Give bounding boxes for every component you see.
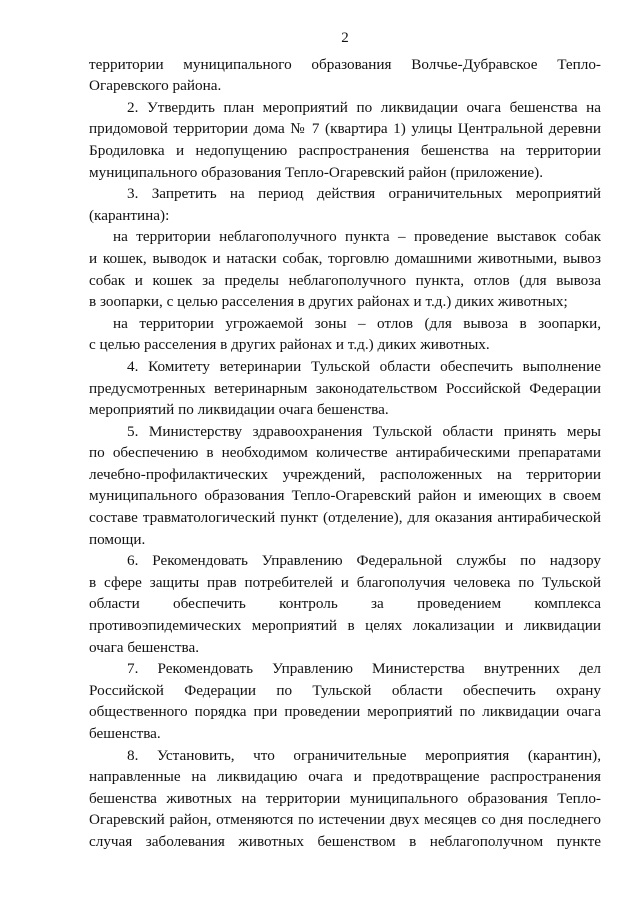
- text-line: составе травматологический пункт (отделение), для оказания антирабической: [89, 509, 601, 527]
- text-line: муниципального образования Тепло-Огаревский район и имеющих в своем: [89, 487, 601, 505]
- text-line: общественного порядка при проведении мероприятий по ликвидации очага: [89, 703, 601, 721]
- text-line: бешенства.: [89, 725, 161, 742]
- document-body: [89, 54, 601, 853]
- text-line: направленные на ликвидацию очага и предотвращение распространения: [89, 768, 601, 786]
- text-line: лечебно-профилактических учреждений, расположенных на территории: [89, 465, 601, 483]
- text-line: 6. Рекомендовать Управлению Федеральной службы по надзору: [127, 552, 601, 570]
- text-line: 2. Утвердить план мероприятий по ликвидации очага бешенства на: [127, 98, 601, 116]
- paragraph: [89, 97, 601, 183]
- text-line: случая заболевания животных бешенством в неблагополучном пункте: [89, 832, 601, 850]
- paragraph: [89, 356, 601, 421]
- text-line: на территории угрожаемой зоны – отлов (для вывоза в зоопарки,: [113, 314, 601, 332]
- paragraph: [89, 183, 601, 226]
- text-line: собак и кошек за пределы неблагополучного пункта, отлов (для вывоза: [89, 271, 601, 289]
- text-line: Огаревский район, отменяются по истечении двух месяцев со дня последнего: [89, 811, 601, 829]
- page-number: 2: [341, 30, 349, 46]
- text-line: с целью расселения в других районах и т.д.) диких животных.: [89, 336, 490, 354]
- text-line: бешенства животных на территории муниципального образования Тепло-: [89, 789, 601, 807]
- paragraph: [89, 54, 601, 97]
- text-line: Российской Федерации по Тульской области обеспечить охрану: [89, 681, 601, 699]
- paragraph: [89, 421, 601, 551]
- paragraph: [89, 226, 601, 312]
- text-line: 5. Министерству здравоохранения Тульской области принять меры: [127, 422, 601, 440]
- text-line: (карантина):: [89, 206, 170, 224]
- paragraph: [89, 550, 601, 658]
- text-line: мероприятий по ликвидации очага бешенства.: [89, 401, 389, 419]
- text-line: области обеспечить контроль за проведением комплекса: [89, 595, 601, 613]
- paragraph: [89, 658, 601, 744]
- text-line: очага бешенства.: [89, 638, 200, 656]
- text-line: в зоопарки, с целью расселения в других районах и т.д.) диких животных;: [89, 293, 568, 311]
- text-line: муниципального образования Тепло-Огаревский район (приложение).: [89, 163, 543, 181]
- text-line: противоэпидемических мероприятий в целях локализации и ликвидации: [89, 617, 601, 635]
- text-line: 4. Комитету ветеринарии Тульской области обеспечить выполнение: [127, 357, 601, 375]
- text-line: придомовой территории дома № 7 (квартира 1) улицы Центральной деревни: [89, 120, 601, 138]
- text-line: Бродиловка и недопущению распространения бешенства на территории: [89, 141, 601, 159]
- document-page: [89, 28, 601, 853]
- paragraph: [89, 745, 601, 853]
- text-line: помощи.: [89, 530, 146, 548]
- text-line: предусмотренных ветеринарным законодательством Российской Федерации: [89, 379, 601, 397]
- text-line: на территории неблагополучного пункта – проведение выставок собак: [113, 228, 601, 246]
- text-line: и кошек, выводок и натаски собак, торговлю домашними животными, вывоз: [89, 249, 601, 267]
- text-line: 8. Установить, что ограничительные мероприятия (карантин),: [127, 746, 601, 764]
- text-line: территории муниципального образования Волчье-Дубравское Тепло-: [89, 55, 601, 73]
- text-line: по обеспечению в необходимом количестве антирабическими препаратами: [89, 444, 601, 462]
- text-line: Огаревского района.: [89, 77, 222, 95]
- text-line: 7. Рекомендовать Управлению Министерства внутренних дел: [127, 660, 601, 678]
- text-line: 3. Запретить на период действия ограничительных мероприятий: [127, 185, 601, 203]
- text-line: в сфере защиты прав потребителей и благополучия человека по Тульской: [89, 573, 601, 591]
- paragraph: [89, 313, 601, 356]
